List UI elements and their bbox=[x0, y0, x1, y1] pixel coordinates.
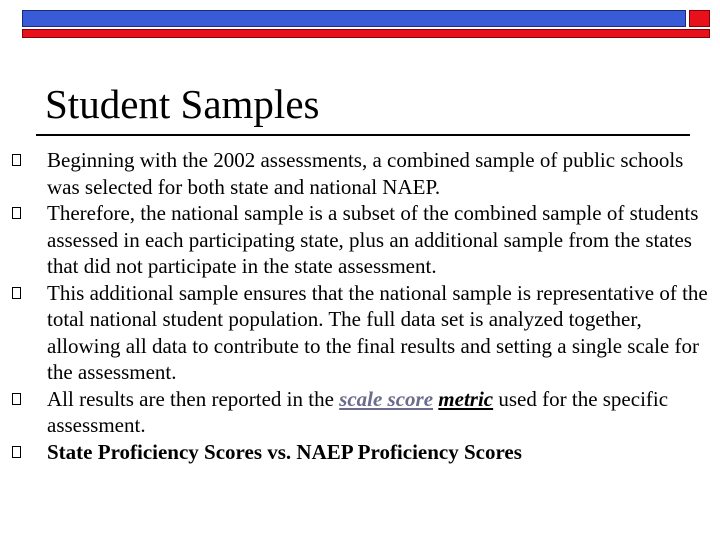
bullet-text-post: used for the specific assessment. bbox=[47, 386, 669, 437]
square-bullet-icon bbox=[12, 287, 21, 299]
bullet-item-2 bbox=[12, 200, 716, 280]
square-bullet-icon bbox=[12, 393, 21, 405]
bullet-item-1 bbox=[12, 147, 716, 200]
bullet-item-3 bbox=[12, 280, 716, 386]
header-red-bar bbox=[22, 29, 710, 38]
square-bullet-icon bbox=[12, 446, 21, 458]
bullet-text-pre: All results are then reported in the bbox=[47, 386, 340, 411]
header-blue-bar bbox=[22, 10, 686, 27]
metric-emphasis: metric bbox=[438, 386, 494, 411]
square-bullet-icon bbox=[12, 207, 21, 219]
slide-title: Student Samples bbox=[45, 81, 320, 127]
bullet-item-4 bbox=[12, 386, 716, 439]
bullet-text: State Proficiency Scores vs. NAEP Proficiency Scores bbox=[47, 439, 522, 464]
header-red-square bbox=[689, 10, 710, 27]
scale-score-link[interactable]: scale score bbox=[339, 386, 434, 411]
bullet-list bbox=[12, 147, 716, 465]
bullet-item-5 bbox=[12, 439, 716, 466]
bullet-text: Therefore, the national sample is a subset of the combined sample of students assessed in each participating state, plus an additional sample from the states that did not participate in the state assessment. bbox=[47, 201, 699, 278]
title-underline-rule bbox=[36, 134, 690, 136]
square-bullet-icon bbox=[12, 154, 21, 166]
bullet-text: This additional sample ensures that the national sample is representative of the total national student population. The full data set is analyzed together, allowing all data to contribute to the final results and setting a single scale for the assessment. bbox=[47, 280, 708, 384]
bullet-text: Beginning with the 2002 assessments, a combined sample of public schools was selected for both state and national NAEP. bbox=[47, 148, 684, 199]
